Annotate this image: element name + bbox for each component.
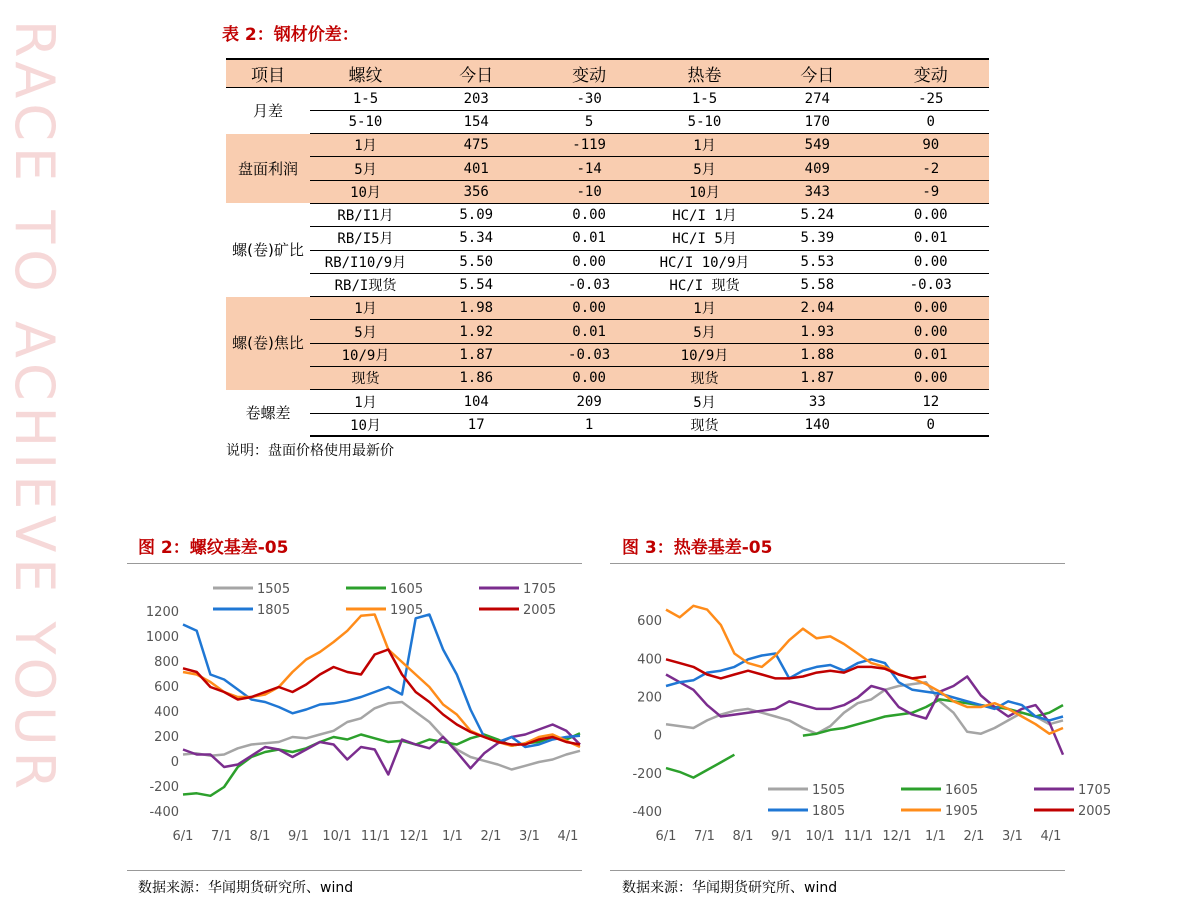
table-cell: HC/I 1月 [647,203,762,226]
table-row [226,180,989,203]
table-cell: 154 [421,110,531,133]
table-cell: 203 [421,87,531,110]
table-cell: 0.01 [531,320,646,343]
table-cell: 5月 [647,157,762,180]
hrc-basis-chart [610,570,1112,865]
table-cell: 5 [531,110,646,133]
table-cell: 10月 [310,413,421,436]
table-cell: 274 [762,87,872,110]
table-cell: 现货 [310,367,421,390]
figure-3-bottom-rule [610,870,1065,871]
table-cell: 10月 [310,180,421,203]
table-row [226,367,989,390]
table-cell: 1-5 [647,87,762,110]
watermark [3,20,66,900]
table-cell: 1月 [647,297,762,320]
x-tick-label: 7/1 [211,829,232,844]
table-cell: RB/I1月 [310,203,421,226]
x-tick-label: 1/1 [925,829,946,844]
table-cell: 1 [531,413,646,436]
group-label: 螺(卷)矿比 [232,241,304,260]
legend-label: 1805 [812,804,846,819]
table-cell: 10/9月 [310,343,421,366]
rebar-basis-chart [127,570,587,865]
table-cell: HC/I 现货 [647,273,762,296]
y-tick-label: 1000 [145,630,179,645]
y-tick-label: 1200 [145,605,179,620]
table-cell: 5.24 [762,203,872,226]
x-tick-label: 12/1 [882,829,912,844]
legend-label: 1505 [812,783,846,798]
x-tick-label: 11/1 [360,829,391,844]
table-title: 表 2：钢材价差： [222,25,359,45]
figure-2-title: 图 2：螺纹基差-05 [138,538,289,558]
series-line-1705 [666,675,1063,755]
table-cell: 0.00 [531,203,646,226]
legend-label: 1605 [390,582,424,597]
table-row [226,87,989,110]
table-cell: 0.00 [531,250,646,273]
table-cell: 17 [421,413,531,436]
table-cell: RB/I5月 [310,227,421,250]
table-cell: -25 [873,87,989,110]
table-cell: 401 [421,157,531,180]
table-cell: -0.03 [531,273,646,296]
table-cell: 现货 [647,413,762,436]
x-tick-label: 10/1 [322,829,352,844]
x-tick-label: 1/1 [442,829,463,844]
y-tick-label: 800 [154,655,179,670]
table-row [226,157,989,180]
group-label: 盘面利润 [226,134,310,204]
table-cell: 5.34 [421,227,531,250]
table-cell: 1月 [310,297,421,320]
table-cell: 1月 [310,390,421,413]
group-label: 螺(卷)焦比 [226,297,310,390]
x-tick-label: 10/1 [805,829,835,844]
table-row [226,413,989,436]
figure-2-source: 数据来源：华闻期货研究所、wind [138,880,354,896]
table-cell: RB/I10/9月 [310,250,421,273]
table-row [226,320,989,343]
table-cell: 1.87 [421,343,531,366]
figure-3-title: 图 3：热卷基差-05 [622,538,773,558]
legend-label: 1705 [523,582,557,597]
table-cell: 0.00 [873,203,989,226]
table-cell: 10/9月 [647,343,762,366]
table-cell: 12 [873,390,989,413]
table-cell: 0 [873,413,989,436]
x-tick-label: 2/1 [963,829,985,844]
table-row [226,134,989,157]
table-cell: 0.00 [873,250,989,273]
table-cell: HC/I 5月 [647,227,762,250]
table-cell: -30 [531,87,646,110]
table-row [226,110,989,133]
table-row [226,343,989,366]
table-cell: 0.01 [873,343,989,366]
table-row [226,390,989,413]
table-cell: 1月 [647,134,762,157]
table-cell: 2.04 [762,297,872,320]
table-header-cell: 今日 [762,59,872,87]
table-cell: 170 [762,110,872,133]
table-cell: 5-10 [310,110,421,133]
table-cell: 1.87 [762,367,872,390]
steel-spread-table [226,58,989,437]
x-tick-label: 2/1 [480,829,502,844]
table-body [226,87,989,436]
table-cell: 209 [531,390,646,413]
table-row [226,227,989,250]
table-cell: HC/I 10/9月 [647,250,762,273]
table-cell: 5.58 [762,273,872,296]
series-line-1905 [183,615,580,748]
table-cell: 549 [762,134,872,157]
table-cell: 1.98 [421,297,531,320]
legend-label: 2005 [523,603,557,618]
table-cell: 33 [762,390,872,413]
table-cell: 0 [873,110,989,133]
x-tick-label: 8/1 [732,829,754,844]
table-cell: 1.88 [762,343,872,366]
table-cell: 现货 [647,367,762,390]
table-header-cell: 热卷 [647,59,762,87]
table-cell: 0.00 [873,320,989,343]
table-cell: 0.00 [531,367,646,390]
y-tick-label: -200 [149,780,179,795]
table-cell: 5月 [310,320,421,343]
table-header-cell: 变动 [873,59,989,87]
table-cell: 5.50 [421,250,531,273]
table-cell: 409 [762,157,872,180]
table-cell: 5月 [647,320,762,343]
table-cell: 5-10 [647,110,762,133]
series-line-1805 [666,654,1063,721]
y-tick-label: 200 [154,730,179,745]
x-tick-label: 12/1 [399,829,429,844]
y-tick-label: 400 [637,652,662,668]
y-tick-label: 200 [637,690,662,706]
table-cell: 5.54 [421,273,531,296]
y-tick-label: 600 [637,614,662,630]
table-row [226,273,989,296]
y-tick-label: 0 [653,728,662,744]
table-cell: 104 [421,390,531,413]
table-row [226,203,989,226]
table-cell: -119 [531,134,646,157]
table-cell: -0.03 [531,343,646,366]
table-cell: 5.09 [421,203,531,226]
table-cell: 356 [421,180,531,203]
table-cell: 1-5 [310,87,421,110]
table-cell: 5月 [310,157,421,180]
series-line-1605 [666,755,734,778]
x-tick-label: 6/1 [172,829,194,844]
legend-label: 1705 [1078,783,1112,798]
table-cell: 1月 [310,134,421,157]
x-tick-label: 8/1 [249,829,271,844]
table-header-cell: 今日 [421,59,531,87]
table-cell: 0.01 [873,227,989,250]
table-cell: -10 [531,180,646,203]
table-cell: 5.39 [762,227,872,250]
table-cell: 10月 [647,180,762,203]
legend-label: 2005 [1078,804,1112,819]
table-header-cell: 项目 [226,59,310,87]
group-label: 月差 [252,101,283,120]
x-tick-label: 3/1 [519,829,540,844]
legend-label: 1505 [257,582,291,597]
table-cell: 0.00 [531,297,646,320]
table-header-cell: 螺纹 [310,59,421,87]
figure-3-top-rule [610,563,1065,564]
table-note: 说明：盘面价格使用最新价 [226,443,394,459]
x-tick-label: 7/1 [694,829,715,844]
table-cell: 5.53 [762,250,872,273]
figure-2-bottom-rule [127,870,582,871]
table-cell: 1.86 [421,367,531,390]
legend-label: 1605 [945,783,979,798]
legend-label: 1905 [390,603,424,618]
group-label: 卷螺差 [245,404,291,423]
table-cell: 1.93 [762,320,872,343]
table-cell: 343 [762,180,872,203]
table-cell: RB/I现货 [310,273,421,296]
table-cell: 90 [873,134,989,157]
x-tick-label: 3/1 [1002,829,1023,844]
table-cell: 5月 [647,390,762,413]
legend-label: 1805 [257,603,291,618]
y-tick-label: -200 [632,766,662,782]
table-cell: 0.01 [531,227,646,250]
table-cell: 140 [762,413,872,436]
figure-3-source: 数据来源：华闻期货研究所、wind [622,880,838,896]
y-tick-label: 600 [154,680,179,695]
table-cell: -14 [531,157,646,180]
table-cell: 0.00 [873,367,989,390]
table-row [226,250,989,273]
watermark-text: RACE TO ACHIEVE YOUR [3,20,66,796]
x-tick-label: 11/1 [843,829,874,844]
y-tick-label: 0 [170,755,179,770]
table-cell: -0.03 [873,273,989,296]
table-cell: 475 [421,134,531,157]
y-tick-label: 400 [154,705,179,720]
x-tick-label: 6/1 [655,829,677,844]
x-tick-label: 9/1 [288,829,309,844]
table-cell: -9 [873,180,989,203]
x-tick-label: 4/1 [1040,829,1062,844]
table-cell: 1.92 [421,320,531,343]
table-cell: -2 [873,157,989,180]
y-tick-label: -400 [149,805,179,820]
y-tick-label: -400 [632,805,662,820]
table-header-row [226,59,989,87]
x-tick-label: 4/1 [557,829,579,844]
table-header-cell: 变动 [531,59,646,87]
table-cell: 0.00 [873,297,989,320]
x-tick-label: 9/1 [771,829,792,844]
legend-label: 1905 [945,804,979,819]
table-row [226,297,989,320]
figure-2-top-rule [127,563,582,564]
